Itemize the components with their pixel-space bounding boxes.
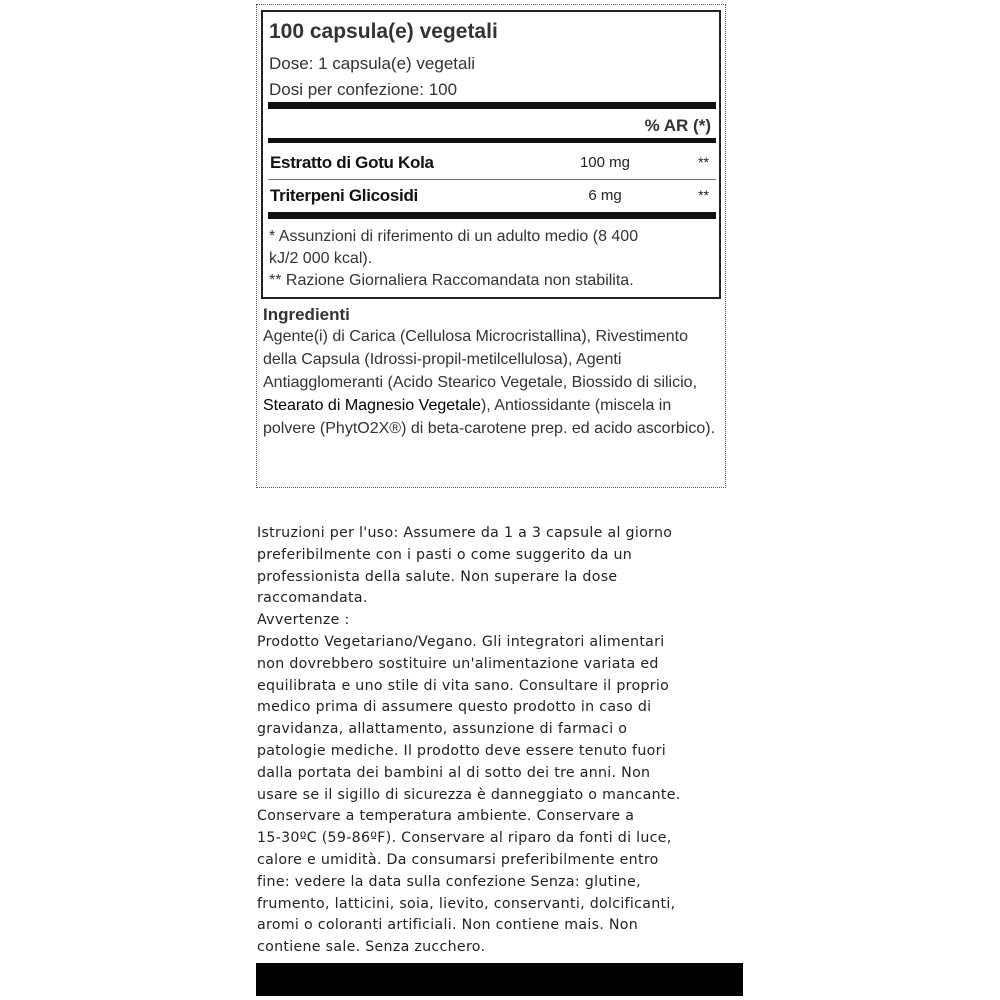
instruction-line: contiene sale. Senza zucchero. bbox=[257, 939, 486, 956]
footnote-line: kJ/2 000 kcal). bbox=[269, 250, 373, 267]
instruction-line: dalla portata dei bambini al di sotto dei tre anni. Non bbox=[257, 764, 651, 781]
divider-thick bbox=[268, 102, 716, 109]
footnotes bbox=[269, 226, 709, 292]
instruction-line: calore e umidità. Da consumarsi preferibilmente entro bbox=[257, 851, 659, 868]
instruction-line: fine: vedere la data sulla confezione Senza: glutine, bbox=[257, 873, 641, 890]
ingredients-text-part: ), Antiossidante (miscela in polvere (PhytO2X®) di beta-carotene prep. ed acido ascorbico). bbox=[263, 397, 716, 437]
instruction-line: professionista della salute. Non superare la dose bbox=[257, 568, 618, 585]
divider-medium bbox=[268, 138, 716, 143]
nutrient-name: Triterpeni Glicosidi bbox=[270, 186, 418, 205]
instruction-line: usare se il sigillo di sicurezza è danneggiato o mancante. bbox=[257, 786, 681, 803]
black-footer-bar bbox=[256, 963, 743, 996]
servings-line: Dosi per confezione: 100 bbox=[269, 80, 458, 99]
instruction-line: Istruzioni per l'uso: Assumere da 1 a 3 capsule al giorno bbox=[257, 525, 673, 541]
ingredients-emphasis: Stearato di Magnesio Vegetale bbox=[263, 397, 481, 414]
instruction-line: equilibrata e uno stile di vita sano. Consultare il proprio bbox=[257, 677, 670, 694]
instruction-line: aromi o coloranti artificiali. Non contiene mais. Non bbox=[257, 917, 639, 934]
divider-thick bbox=[268, 212, 716, 219]
footnote-line: ** Razione Giornaliera Raccomandata non stabilita. bbox=[269, 272, 634, 289]
instruction-line: 15-30ºC (59-86ºF). Conservare al riparo da fonti di luce, bbox=[257, 830, 672, 847]
ingredients-text-part: Agente(i) di Carica (Cellulosa Microcristallina), Rivestimento della Capsula (Idrossi-propil-metilcellulosa), Agenti Antiagglomeranti (Acido Stearico Vegetale, Biossido di silicio, bbox=[263, 328, 698, 391]
ingredients-heading: Ingredienti bbox=[263, 305, 350, 324]
nutrient-amount: 100 mg bbox=[579, 154, 631, 171]
instruction-line: gravidanza, allattamento, assunzione di farmaci o bbox=[257, 721, 628, 738]
row-divider bbox=[268, 179, 716, 180]
instruction-line: preferibilmente con i pasti o come suggerito da un bbox=[257, 546, 633, 563]
column-header-ar: % AR (*) bbox=[644, 116, 711, 135]
instruction-line: Conservare a temperatura ambiente. Conservare a bbox=[257, 808, 635, 825]
dose-line: Dose: 1 capsula(e) vegetali bbox=[269, 54, 476, 73]
instruction-line: Avvertenze : bbox=[257, 612, 350, 629]
footnote-line: * Assunzioni di riferimento di un adulto medio (8 400 bbox=[269, 228, 639, 245]
ingredients-text bbox=[263, 325, 723, 440]
instruction-line: non dovrebbero sostituire un'alimentazione variata ed bbox=[257, 655, 659, 672]
nutrient-percent: ** bbox=[698, 154, 709, 170]
instruction-line: Prodotto Vegetariano/Vegano. Gli integratori alimentari bbox=[257, 633, 665, 650]
instruction-line: raccomandata. bbox=[257, 590, 368, 607]
nutrient-amount: 6 mg bbox=[588, 187, 622, 204]
instruction-line: frumento, latticini, soia, lievito, conservanti, dolcificanti, bbox=[257, 895, 676, 912]
nutrient-name: Estratto di Gotu Kola bbox=[270, 153, 434, 172]
nutrient-percent: ** bbox=[698, 187, 709, 203]
instructions-text bbox=[257, 523, 737, 959]
facts-title: 100 capsula(e) vegetali bbox=[269, 20, 498, 43]
instruction-line: patologie mediche. Il prodotto deve essere tenuto fuori bbox=[257, 742, 666, 759]
instruction-line: medico prima di assumere questo prodotto in caso di bbox=[257, 699, 652, 716]
supplement-facts-panel bbox=[261, 10, 721, 299]
